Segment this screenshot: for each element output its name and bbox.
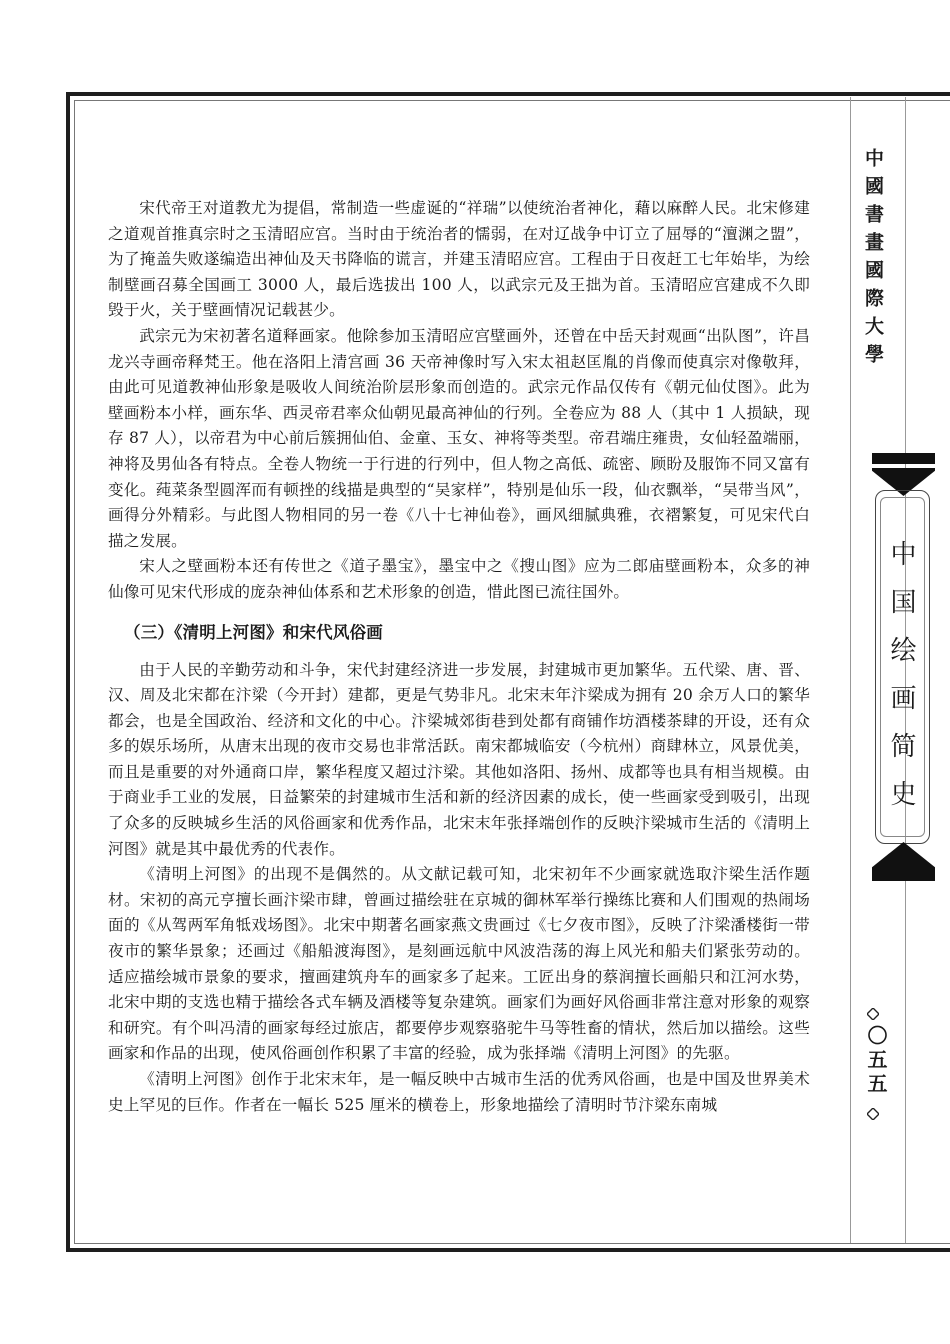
paragraph: 《清明上河图》的出现不是偶然的。从文献记载可知，北宋初年不少画家就选取汴梁生活作题材。宋初的高元亨擅长画汴梁市肆，曾画过描绘驻在京城的御林军举行操练比赛和人们围观的热闹场面的《从驾两军角牴戏场图》。北宋中期著名画家燕文贵画过《七夕夜市图》，反映了汴梁潘楼街一带夜市的繁华景象；还画过《船船渡海图》，是刻画远航中风波浩荡的海上风光和船夫们紧张劳动的。适应描绘城市景象的要求，擅画建筑舟车的画家多了起来。工匠出身的蔡润擅长画船只和江河水势，北宋中期的支选也精于描绘各式车辆及酒楼等复杂建筑。画家们为画好风俗画非常注意对形象的观察和研究。有个叫冯清的画家每经过旅店，都要停步观察骆驼牛马等牲畜的情状，然后加以描绘。这些画家和作品的出现，使风俗画创作积累了丰富的经验，成为张择端《清明上河图》的先驱。 [108,865,810,1063]
diamond-ornament-icon [867,1108,879,1120]
paragraph: 宋代帝王对道教尤为提倡，常制造一些虚诞的“祥瑞”以使统治者神化，藉以麻醉人民。北宋修建之道观首推真宗时之玉清昭应宫。当时由于统治者的懦弱，在对辽战争中订立了屈辱的“澶渊之盟”，为了掩盖失败遂编造出神仙及天书降临的谎言，并建玉清昭应宫。工程由于日夜赶工七年始毕，为绘制壁画召募全国画工 3000 人，最后选拔出 100 人，以武宗元及王拙为首。玉清昭应宫建成不久即毁于火，关于壁画情况记载甚少。 [108,199,810,320]
book-title: 中国绘画简史 [886,540,916,828]
section-heading: （三）《清明上河图》和宋代风俗画 [124,622,383,642]
paragraph: 《清明上河图》创作于北宋末年，是一幅反映中古城市生活的优秀风俗画，也是中国及世界美术史上罕见的巨作。作者在一幅长 525 厘米的横卷上，形象地描绘了清明时节汴梁东南城 [108,1070,810,1114]
page-number: 〇五五 [864,1025,888,1097]
paragraph: 武宗元为宋初著名道释画家。他除参加玉清昭应宫壁画外，还曾在中岳天封观画“出队图”，许昌龙兴寺画帝释梵王。他在洛阳上清宫画 36 天帝神像时写入宋太祖赵匡胤的肖像而使真宗对像敬拜，由此可见道教神仙形象是吸收人间统治阶层形象而创造的。武宗元作品仅传有《朝元仙仗图》。此为壁画粉本小样，画东华、西灵帝君率众仙朝见最高神仙的行列。全卷应为 88 人（其中 1 人损缺，现存 87 人），以帝君为中心前后簇拥仙伯、金童、玉女、神将等类型。帝君端庄雍贵，女仙轻盈端丽，神将及男仙各有特点。全卷人物统一于行进的行列中，但人物之高低、疏密、顾盼及服饰不同又富有变化。莼菜条型圆浑而有顿挫的线描是典型的“吴家样”，特别是仙乐一段，仙衣飘举，“吴带当风”，画得分外精彩。与此图人物相同的另一卷《八十七神仙卷》，画风细腻典雅，衣褶繁复，可见宋代白描之发展。 [108,326,810,550]
paragraph: 宋人之壁画粉本还有传世之《道子墨宝》，墨宝中之《搜山图》应为二郎庙壁画粉本，众多的神仙像可见宋代形成的庞杂神仙体系和艺术形象的创造，惜此图已流往国外。 [108,557,810,601]
series-title: 中國書畫國際大學 [862,148,884,372]
body-text [108,196,810,1118]
title-bar-bottom [872,870,935,881]
paragraph: 由于人民的辛勤劳动和斗争，宋代封建经济进一步发展，封建城市更加繁华。五代梁、唐、晋、汉、周及北宋都在汴梁（今开封）建都，更是气势非凡。北宋末年汴梁成为拥有 20 余万人口的繁华都会，也是全国政治、经济和文化的中心。汴梁城郊街巷到处都有商铺作坊酒楼茶肆的开设，还有众多的娱乐场所，从唐末出现的夜市交易也非常活跃。南宋都城临安（今杭州）商肆林立，风景优美，而且是重要的对外通商口岸，繁华程度又超过汴梁。其他如洛阳、扬州、成都等也具有相当规模。由于商业手工业的发展，日益繁荣的封建城市生活和新的经济因素的成长，使一些画家受到吸引，出现了众多的反映城乡生活的风俗画家和优秀作品，北宋末年张择端创作的反映汴梁城市生活的《清明上河图》就是其中最优秀的代表作。 [108,660,810,858]
diamond-ornament-icon [867,1008,879,1020]
margin-rule-left [850,97,851,1243]
title-bar-top [872,453,935,464]
